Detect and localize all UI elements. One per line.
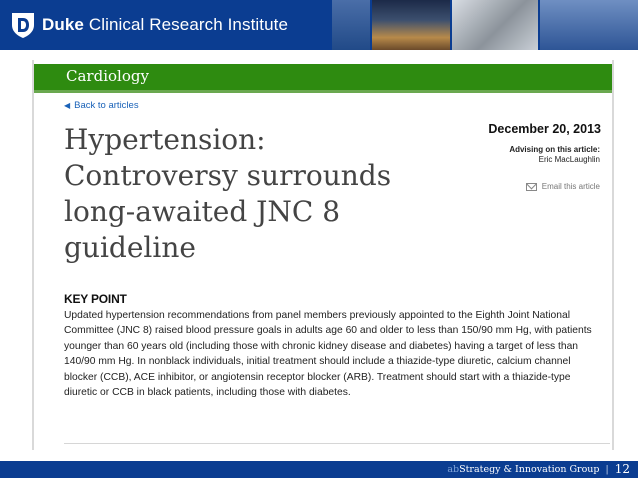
frame-edge-left [32, 60, 34, 450]
footer-bar [0, 461, 638, 478]
section-bar [34, 64, 612, 93]
footer-separator: | [605, 463, 609, 475]
advising-name: Eric MacLaughlin [538, 155, 600, 164]
back-link-label: Back to articles [74, 100, 139, 111]
header-photo-building [372, 0, 450, 50]
header-photo-tablet [452, 0, 538, 50]
chevron-left-icon: ◀ [64, 101, 71, 110]
brand-bold: Duke [42, 15, 84, 34]
header-photo-1 [332, 0, 370, 50]
footer-text [447, 462, 630, 476]
email-label: Email this article [541, 182, 600, 191]
section-label: Cardiology [66, 67, 149, 85]
brand-name [42, 15, 288, 35]
advising-label: Advising on this article: [509, 145, 600, 154]
key-point-heading: KEY POINT [64, 292, 127, 306]
header-photo-4 [540, 0, 638, 50]
footer-department: Strategy & Innovation Group [459, 463, 600, 475]
brand-rest: Clinical Research Institute [88, 15, 289, 34]
article-divider [64, 443, 610, 444]
footer-prefix: ab [447, 463, 460, 475]
article-date: December 20, 2013 [488, 122, 601, 136]
article-title: Hypertension: Controversy surrounds long-awaited JNC 8 guideline [64, 123, 392, 264]
key-point-body: Updated hypertension recommendations from panel members previously appointed to the Eighth Joint National Committee (JNC 8) raised blood pressure goals in adults age 60 and older to less than 150/90 mm Hg, with patients younger than 60 years old (including those with chronic kidney disease and diabetes) having a target of less than 140/90 mm Hg. In nonblack individuals, initial treatment should include a thiazide-type diuretic, calcium channel blocker (CCB), ACE inhibitor, or angiotensin receptor blocker (ARB). Treatment should start with a thiazide-type diuretic or CCB in black patients, including those with diabetes. [64, 310, 592, 399]
email-article-link[interactable] [526, 182, 600, 191]
header-bar [0, 0, 638, 50]
duke-logo[interactable] [10, 10, 288, 40]
back-to-articles-link[interactable] [64, 100, 139, 111]
shield-d-icon [10, 11, 36, 39]
envelope-icon [526, 183, 537, 191]
advising-block [509, 145, 600, 165]
page-number: 12 [614, 462, 630, 476]
header-photo-strip [332, 0, 638, 50]
frame-edge-right [612, 60, 614, 450]
